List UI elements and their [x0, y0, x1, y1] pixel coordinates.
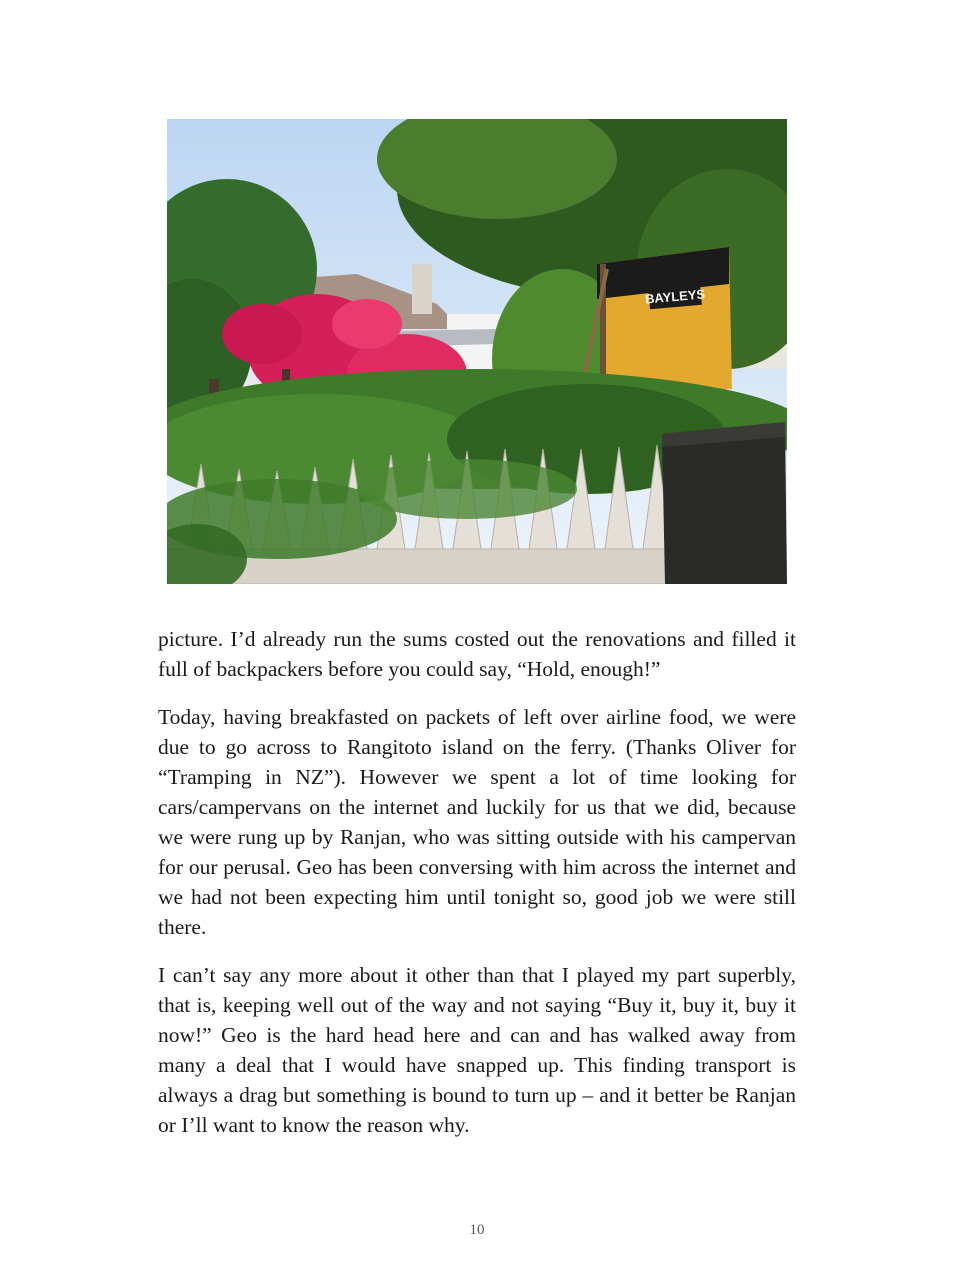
- garden-photo-illustration: [167, 119, 787, 584]
- paragraph-3: I can’t say any more about it other than that I played my part superbly, that is, keeping well out of the way and not saying “Buy it, buy it, buy it now!” Geo is the hard head here and can and has walked away from many a deal that I would have snapped up. This finding transport is always a drag but something is bound to turn up – and it better be Ranjan or I’ll want to know the reason why.: [158, 963, 796, 1137]
- paragraph-2: Today, having breakfasted on packets of left over airline food, we were due to go across to Rangitoto island on the ferry. (Thanks Oliver for “Tramping in NZ”). However we spent a lot of time looking for cars/campervans on the internet and luckily for us that we did, because we were rung up by Ranjan, who was sitting outside with his campervan for our perusal. Geo has been conversing with him across the internet and we had not been expecting him until tonight so, good job we were still there.: [158, 705, 796, 939]
- garden-photo: [167, 119, 787, 584]
- sign-brand-text: BAYLEYS: [644, 286, 706, 307]
- body-text: [158, 624, 796, 1158]
- paragraph-1: picture. I’d already run the sums costed out the renovations and filled it full of backpackers before you could say, “Hold, enough!”: [158, 627, 796, 681]
- page-number: 10: [469, 1222, 485, 1238]
